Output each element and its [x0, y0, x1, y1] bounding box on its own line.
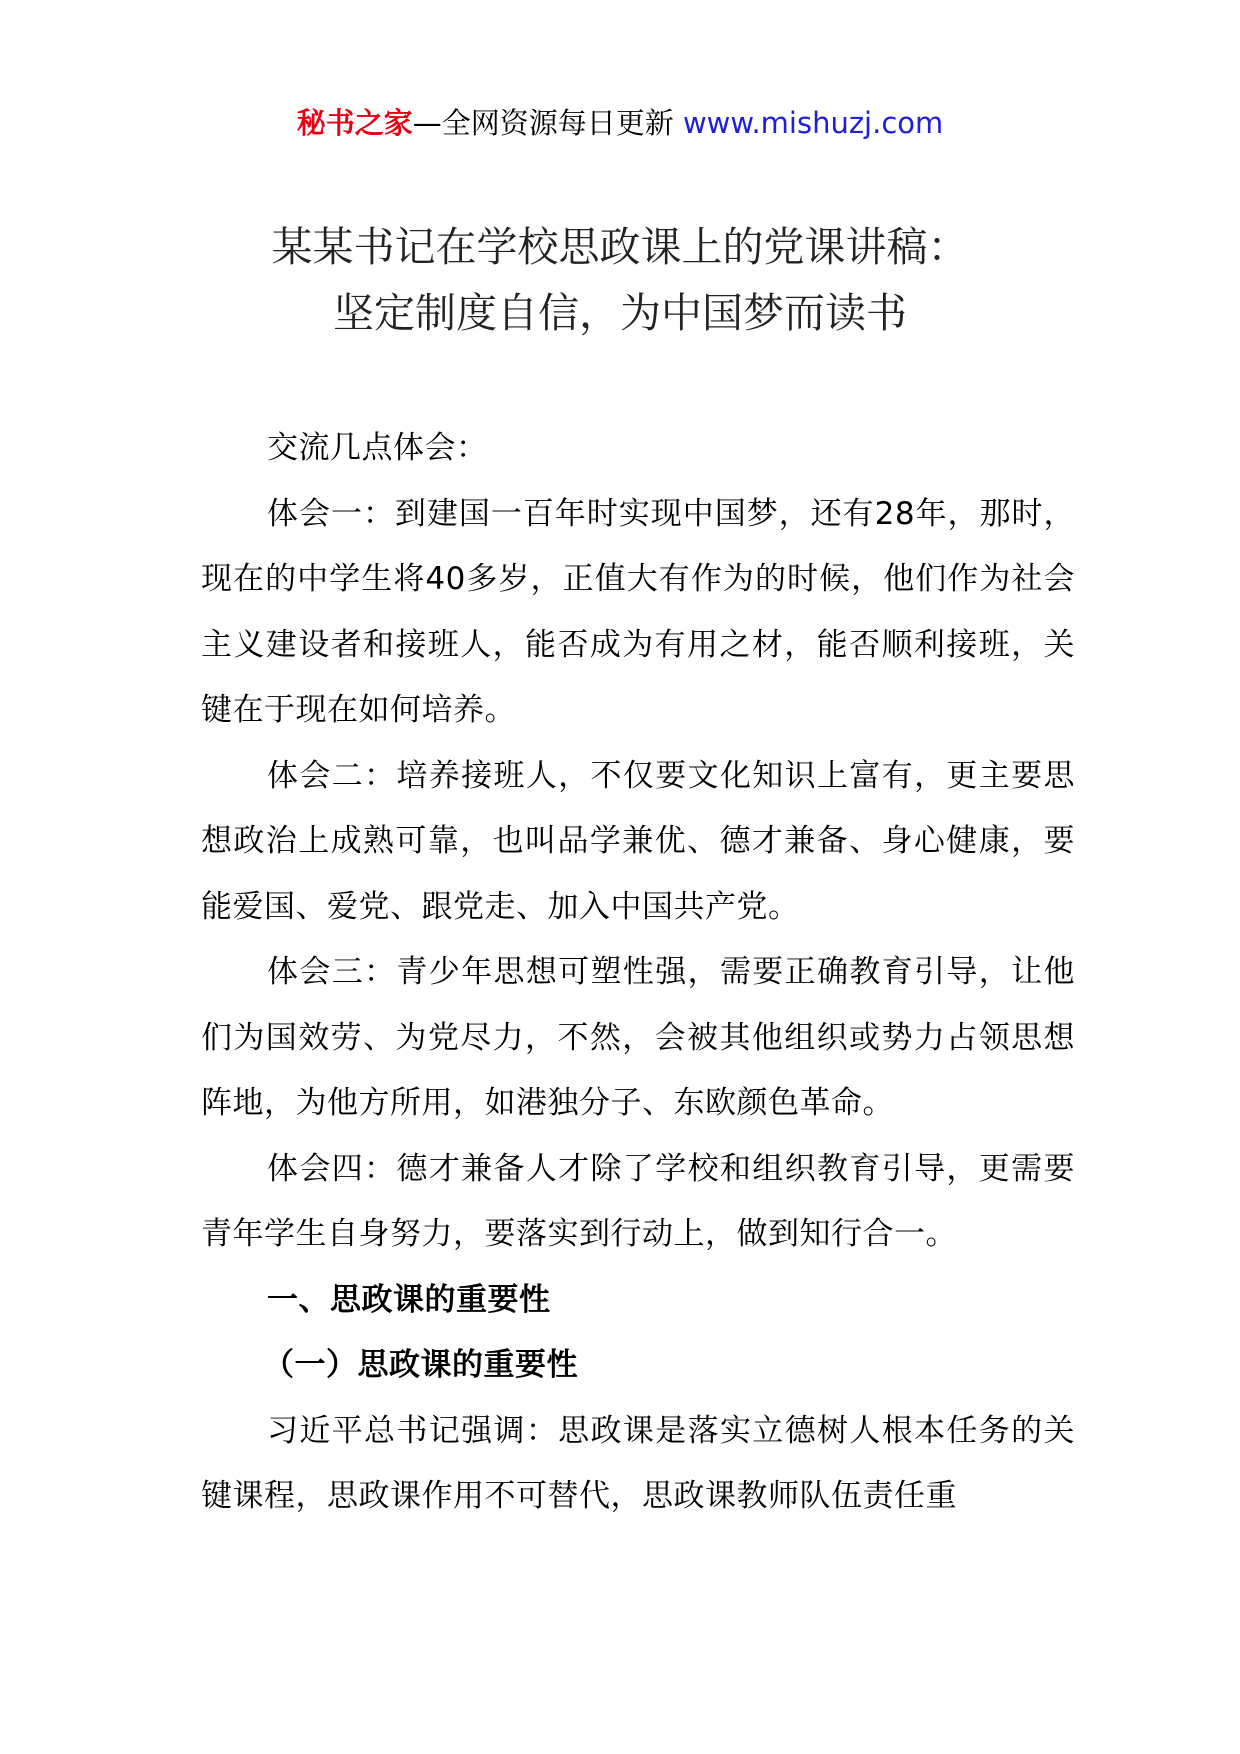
intro-paragraph: 交流几点体会： — [267, 430, 488, 466]
point-three-paragraph: 体会三：青少年思想可塑性强，需要正确教育引导，让他们为国效劳、为党尽力，不然，会被其他组织或势力占领思想阵地，为他方所用，如港独分子、东欧颜色革命。 — [201, 954, 1075, 1121]
point-one-paragraph: 体会一：到建国一百年时实现中国梦，还有28年，那时，现在的中学生将40多岁，正值大有作为的时候，他们作为社会主义建设者和接班人，能否成为有用之材，能否顺利接班，关键在于现在如何培养。 — [201, 495, 1075, 728]
site-url-link[interactable]: www.mishuzj.com — [682, 106, 944, 140]
section-subheading: （一）思政课的重要性 — [263, 1347, 578, 1383]
section-heading: 一、思政课的重要性 — [267, 1281, 551, 1318]
title-line-2: 坚定制度自信，为中国梦而读书 — [333, 289, 907, 337]
point-four-paragraph: 体会四：德才兼备人才除了学校和组织教育引导，更需要青年学生自身努力，要落实到行动上，做到知行合一。 — [201, 1150, 1075, 1252]
brand-name: 秘书之家 — [296, 106, 413, 140]
header-tagline: —全网资源每日更新 — [412, 106, 674, 140]
document-title — [0, 214, 1240, 346]
point-two-paragraph: 体会二：培养接班人，不仅要文化知识上富有，更主要思想政治上成熟可靠，也叫品学兼优、德才兼备、身心健康，要能爱国、爱党、跟党走、加入中国共产党。 — [201, 757, 1075, 925]
site-header — [0, 101, 1240, 145]
document-body — [201, 416, 1075, 1530]
section-paragraph: 习近平总书记强调：思政课是落实立德树人根本任务的关键课程，思政课作用不可替代，思政课教师队伍责任重 — [201, 1412, 1075, 1514]
title-line-1: 某某书记在学校思政课上的党课讲稿： — [271, 223, 969, 271]
